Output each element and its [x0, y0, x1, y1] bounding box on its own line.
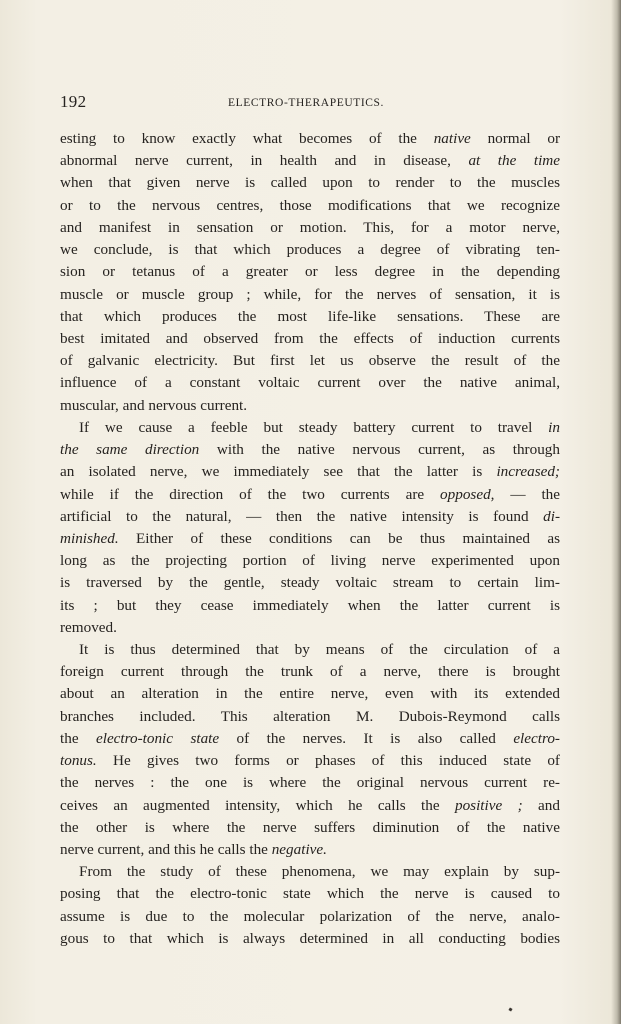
text-line: foreign current through the trunk of a nerve, there is brought [60, 663, 560, 681]
text-line: while if the direction of the two currents are opposed, — the [60, 485, 560, 503]
text-line: muscular, and nervous current. [60, 396, 248, 414]
text-line: If we cause a feeble but steady battery current to travel in [79, 418, 560, 436]
body-text [60, 128, 560, 950]
text-line: sion or tetanus of a greater or less degree in the depending [60, 263, 560, 281]
page-number: 192 [60, 92, 87, 111]
text-line: artificial to the natural, — then the native intensity is found di- [60, 507, 560, 525]
text-line: esting to know exactly what becomes of the native normal or [60, 130, 560, 147]
text-line: branches included. This alteration M. Dubois-Reymond calls [60, 707, 560, 725]
text-line: gous to that which is always determined in all conducting bodies [60, 929, 560, 947]
page-header [60, 92, 560, 116]
text-line: ceives an augmented intensity, which he calls the positive ; and [60, 796, 560, 814]
text-line: It is thus determined that by means of the circulation of a [79, 641, 560, 659]
text-line: muscle or muscle group ; while, for the nerves of sensation, it is [60, 285, 560, 303]
text-line: about an alteration in the entire nerve, even with its extended [60, 685, 560, 703]
text-line: influence of a constant voltaic current over the native animal, [60, 374, 560, 392]
text-line: nerve current, and this he calls the negative. [60, 841, 327, 858]
text-line: its ; but they cease immediately when the latter current is [60, 596, 560, 614]
text-line: when that given nerve is called upon to render to the muscles [60, 174, 560, 192]
text-line: the nerves : the one is where the original nervous current re- [60, 774, 560, 792]
text-line: tonus. He gives two forms or phases of this induced state of [60, 752, 560, 770]
text-line: is traversed by the gentle, steady voltaic stream to certain lim- [60, 574, 560, 592]
text-line: assume is due to the molecular polarization of the nerve, analo- [60, 907, 560, 925]
text-line: the other is where the nerve suffers diminution of the native [60, 818, 560, 836]
text-line: minished. Either of these conditions can be thus maintained as [60, 529, 560, 547]
text-line: best imitated and observed from the effects of induction currents [60, 329, 560, 347]
text-line: long as the projecting portion of living nerve experimented upon [60, 552, 560, 570]
text-line: that which produces the most life-like sensations. These are [60, 307, 560, 325]
text-line: and manifest in sensation or motion. This, for a motor nerve, [60, 218, 560, 236]
text-line: abnormal nerve current, in health and in disease, at the time [60, 152, 561, 170]
text-line: or to the nervous centres, those modifications that we recognize [60, 196, 560, 214]
text-line: posing that the electro-tonic state which the nerve is caused to [60, 885, 560, 903]
running-head: ELECTRO-THERAPEUTICS. [228, 97, 385, 109]
text-line: an isolated nerve, we immediately see that the latter is increased; [60, 463, 560, 481]
text-line: the electro-tonic state of the nerves. It is also called electro- [60, 729, 560, 747]
printer-mark [508, 1007, 512, 1011]
text-line: the same direction with the native nervous current, as through [60, 441, 560, 459]
page-edge-shadow [611, 0, 621, 1024]
text-line: removed. [60, 618, 117, 636]
text-line: we conclude, is that which produces a degree of vibrating ten- [60, 241, 560, 259]
text-line: From the study of these phenomena, we may explain by sup- [79, 863, 560, 881]
text-line: of galvanic electricity. But first let us observe the result of the [60, 352, 560, 370]
